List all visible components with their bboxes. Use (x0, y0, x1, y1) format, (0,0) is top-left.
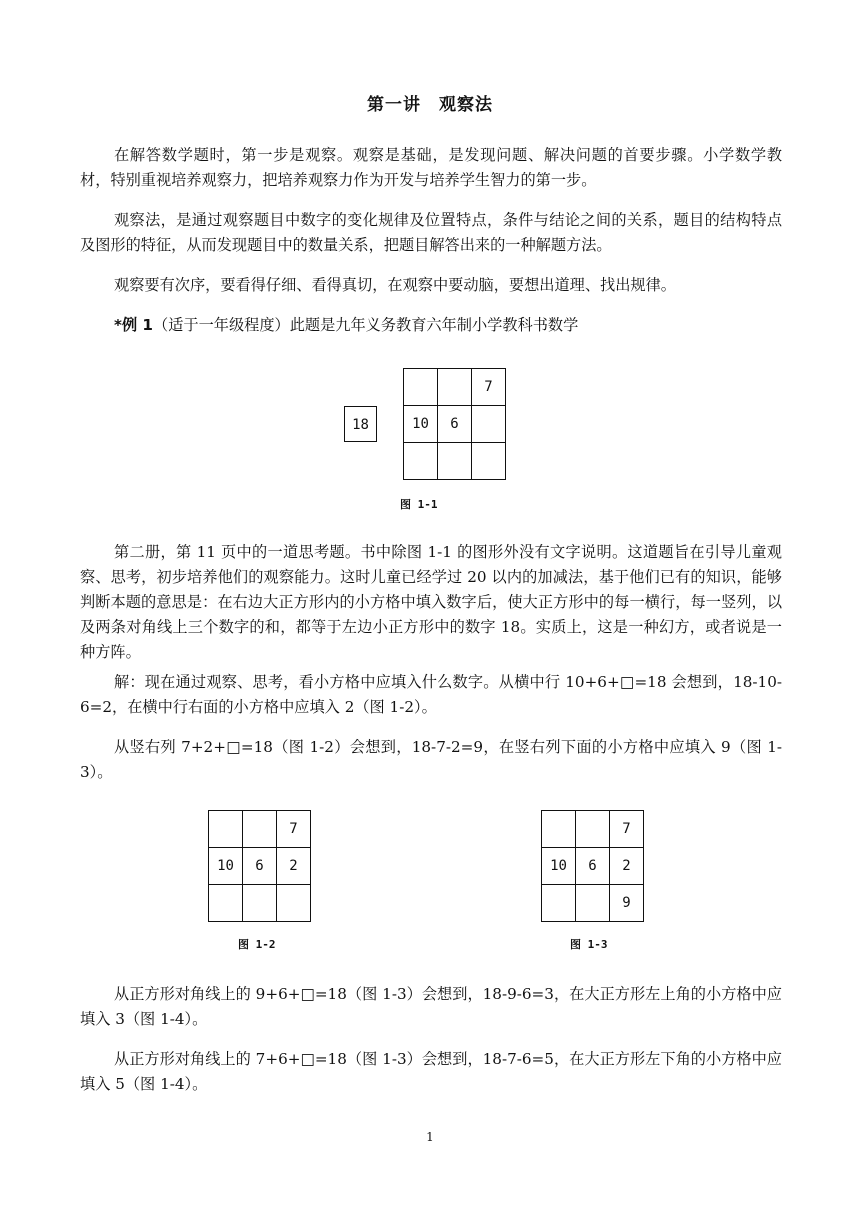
paragraph-intro: 在解答数学题时，第一步是观察。观察是基础，是发现问题、解决问题的首要步骤。小学数学教材，特别重视培养观察力，把培养观察力作为开发与培养学生智力的第一步。 (80, 146, 782, 189)
figure-caption-1-3: 图 1-3 (570, 938, 608, 951)
paragraph-solution: 解：现在通过观察、思考，看小方格中应填入什么数字。从横中行 10+6+□=18 会想到，18-10-6=2，在横中行右面的小方格中应填入 2（图 1-2）。 (80, 673, 782, 716)
grid-cell (542, 885, 576, 922)
paragraph-order: 观察要有次序，要看得仔细、看得真切，在观察中要动脑，要想出道理、找出规律。 (114, 276, 676, 294)
paragraph-diagonal-2: 从正方形对角线上的 7+6+□=18（图 1-3）会想到，18-7-6=5，在大正方形左下角的小方格中应填入 5（图 1-4）。 (80, 1050, 782, 1093)
target-sum-box: 18 (344, 406, 377, 442)
grid-cell: 9 (610, 885, 644, 922)
figure-caption-1-2: 图 1-2 (238, 938, 276, 951)
grid-cell: 6 (438, 406, 472, 443)
grid-cell (438, 443, 472, 480)
grid-cell: 2 (277, 848, 311, 885)
grid-cell (243, 885, 277, 922)
grid-cell (209, 811, 243, 848)
grid-cell: 6 (243, 848, 277, 885)
paragraph-diagonal-1: 从正方形对角线上的 9+6+□=18（图 1-3）会想到，18-9-6=3，在大正方形左上角的小方格中应填入 3（图 1-4）。 (80, 985, 782, 1028)
grid-cell: 7 (472, 369, 506, 406)
grid-cell: 10 (542, 848, 576, 885)
magic-square-fig3 (541, 810, 644, 922)
grid-cell (472, 406, 506, 443)
paragraph-example (80, 313, 782, 338)
grid-cell (472, 443, 506, 480)
example-label: *例 1 (114, 316, 153, 334)
page-number: 1 (426, 1130, 434, 1144)
grid-cell (404, 369, 438, 406)
grid-cell: 7 (610, 811, 644, 848)
grid-cell (404, 443, 438, 480)
grid-cell (243, 811, 277, 848)
magic-square-fig1 (403, 368, 506, 480)
grid-cell (277, 885, 311, 922)
grid-cell: 7 (277, 811, 311, 848)
paragraph-column: 从竖右列 7+2+□=18（图 1-2）会想到，18-7-2=9，在竖右列下面的小方格中应填入 9（图 1-3）。 (80, 738, 782, 781)
figure-caption-1-1: 图 1-1 (400, 498, 438, 511)
grid-cell: 10 (404, 406, 438, 443)
paragraph-explanation: 第二册，第 11 页中的一道思考题。书中除图 1-1 的图形外没有文字说明。这道题旨在引导儿童观察、思考，初步培养他们的观察能力。这时儿童已经学过 20 以内的加减法，基于他们已有的知识，能够判断本题的意思是：在右边大正方形内的小方格中填入数字后，使大正方形中的每一横行，每一竖列，以及两条对角线上三个数字的和，都等于左边小正方形中的数字 18。实质上，这是一种幻方，或者说是一种方阵。 (80, 543, 782, 661)
grid-cell (542, 811, 576, 848)
grid-cell: 2 (610, 848, 644, 885)
grid-cell: 6 (576, 848, 610, 885)
grid-cell (576, 811, 610, 848)
grid-cell: 10 (209, 848, 243, 885)
grid-cell (438, 369, 472, 406)
example-text: （适于一年级程度）此题是九年义务教育六年制小学教科书数学 (153, 316, 579, 334)
grid-cell (576, 885, 610, 922)
grid-cell (209, 885, 243, 922)
magic-square-fig2 (208, 810, 311, 922)
page-title: 第一讲 观察法 (367, 95, 493, 115)
paragraph-definition: 观察法，是通过观察题目中数字的变化规律及位置特点，条件与结论之间的关系，题目的结构特点及图形的特征，从而发现题目中的数量关系，把题目解答出来的一种解题方法。 (80, 211, 782, 254)
